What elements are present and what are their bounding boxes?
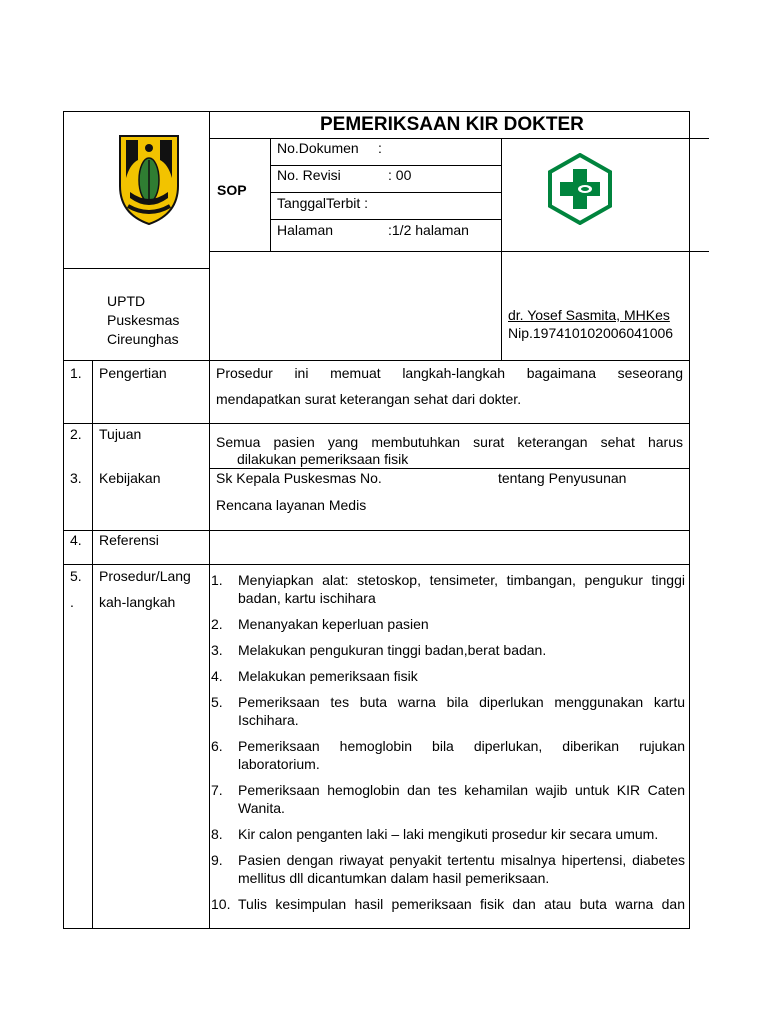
step-number: 8.	[211, 826, 223, 842]
org-line-uptd: UPTD	[107, 293, 146, 309]
step-text: Pemeriksaan hemoglobin bila diperlukan, diberikan rujukan laboratorium.	[238, 738, 685, 772]
step-text: Melakukan pengukuran tinggi badan,berat badan.	[238, 642, 547, 658]
row-5-number: 5.	[70, 568, 82, 584]
row-1-text-line-2: mendapatkan surat keterangan sehat dari dokter.	[216, 391, 522, 407]
signer-name: dr. Yosef Sasmita, MHKes	[508, 307, 670, 323]
signer-nip: Nip.197410102006041006	[508, 325, 674, 341]
row-2-text-line-2: dilakukan pemeriksaan fisik	[237, 451, 409, 467]
document-title: PEMERIKSAAN KIR DOKTER	[320, 114, 584, 135]
meta-tanggal-label: TanggalTerbit :	[277, 195, 369, 211]
list-item	[211, 895, 685, 913]
meta-revisi-label: No. Revisi	[277, 167, 341, 183]
step-text: Tulis kesimpulan hasil pemeriksaan fisik dan atau buta warna dan	[238, 896, 685, 912]
procedure-steps-list	[211, 571, 685, 921]
row-5-label-line-2: kah-langkah	[99, 594, 176, 610]
meta-halaman-value: :1/2 halaman	[388, 222, 469, 238]
row-3-number: 3.	[70, 470, 82, 486]
step-text: Kir calon penganten laki – laki mengikuti prosedur kir secara umum.	[238, 826, 659, 842]
meta-no-dokumen-value: :	[378, 140, 382, 156]
list-item	[211, 571, 685, 607]
step-text: Pasien dengan riwayat penyakit tertentu misalnya hipertensi, diabetes mellitus dll dicantumkan dalam hasil pemeriksaan.	[238, 852, 685, 886]
list-item	[211, 693, 685, 729]
row-3-text-line-1a: Sk Kepala Puskesmas No.	[216, 470, 382, 486]
row-4-number: 4.	[70, 532, 82, 548]
step-number: 3.	[211, 642, 223, 658]
org-line-cireunghas: Cireunghas	[107, 331, 179, 347]
meta-revisi-value: : 00	[388, 167, 412, 183]
list-item	[211, 781, 685, 817]
list-item	[211, 737, 685, 773]
step-number: 10.	[211, 896, 231, 912]
row-5-label-line-1: Prosedur/Lang	[99, 568, 191, 584]
step-number: 5.	[211, 694, 223, 710]
row-1-text-line-1: Prosedur ini memuat langkah-langkah bagaimana seseorang	[216, 365, 683, 381]
row-4-label: Referensi	[99, 532, 159, 548]
step-text: Menyiapkan alat: stetoskop, tensimeter, timbangan, pengukur tinggi badan, kartu ischihara	[238, 572, 685, 606]
list-item	[211, 825, 685, 843]
step-number: 2.	[211, 616, 223, 632]
list-item	[211, 615, 685, 633]
row-1-number: 1.	[70, 365, 82, 381]
step-number: 7.	[211, 782, 223, 798]
list-item	[211, 851, 685, 887]
row-3-text-line-1b: tentang Penyusunan	[498, 470, 627, 486]
meta-no-dokumen-label: No.Dokumen	[277, 140, 359, 156]
step-text: Melakukan pemeriksaan fisik	[238, 668, 418, 684]
list-item	[211, 641, 685, 659]
meta-halaman-label: Halaman	[277, 222, 334, 238]
step-number: 4.	[211, 668, 223, 684]
step-text: Pemeriksaan tes buta warna bila diperlukan menggunakan kartu Ischihara.	[238, 694, 685, 728]
row-5-number-dot: .	[70, 594, 74, 610]
step-text: Pemeriksaan hemoglobin dan tes kehamilan wajib untuk KIR Caten Wanita.	[238, 782, 685, 816]
step-text: Menanyakan keperluan pasien	[238, 616, 429, 632]
row-3-text-line-2: Rencana layanan Medis	[216, 497, 367, 513]
row-2-text-line-1: Semua pasien yang membutuhkan surat keterangan sehat harus	[216, 434, 683, 450]
step-number: 9.	[211, 852, 223, 868]
row-1-label: Pengertian	[99, 365, 167, 381]
row-3-label: Kebijakan	[99, 470, 161, 486]
list-item	[211, 667, 685, 685]
puskesmas-logo-icon	[547, 153, 613, 225]
row-2-number: 2.	[70, 426, 82, 442]
org-line-puskesmas: Puskesmas	[107, 312, 180, 328]
regional-crest-icon	[116, 134, 182, 226]
step-number: 6.	[211, 738, 223, 754]
step-number: 1.	[211, 572, 223, 588]
row-2-label: Tujuan	[99, 426, 142, 442]
sop-label: SOP	[217, 182, 247, 198]
